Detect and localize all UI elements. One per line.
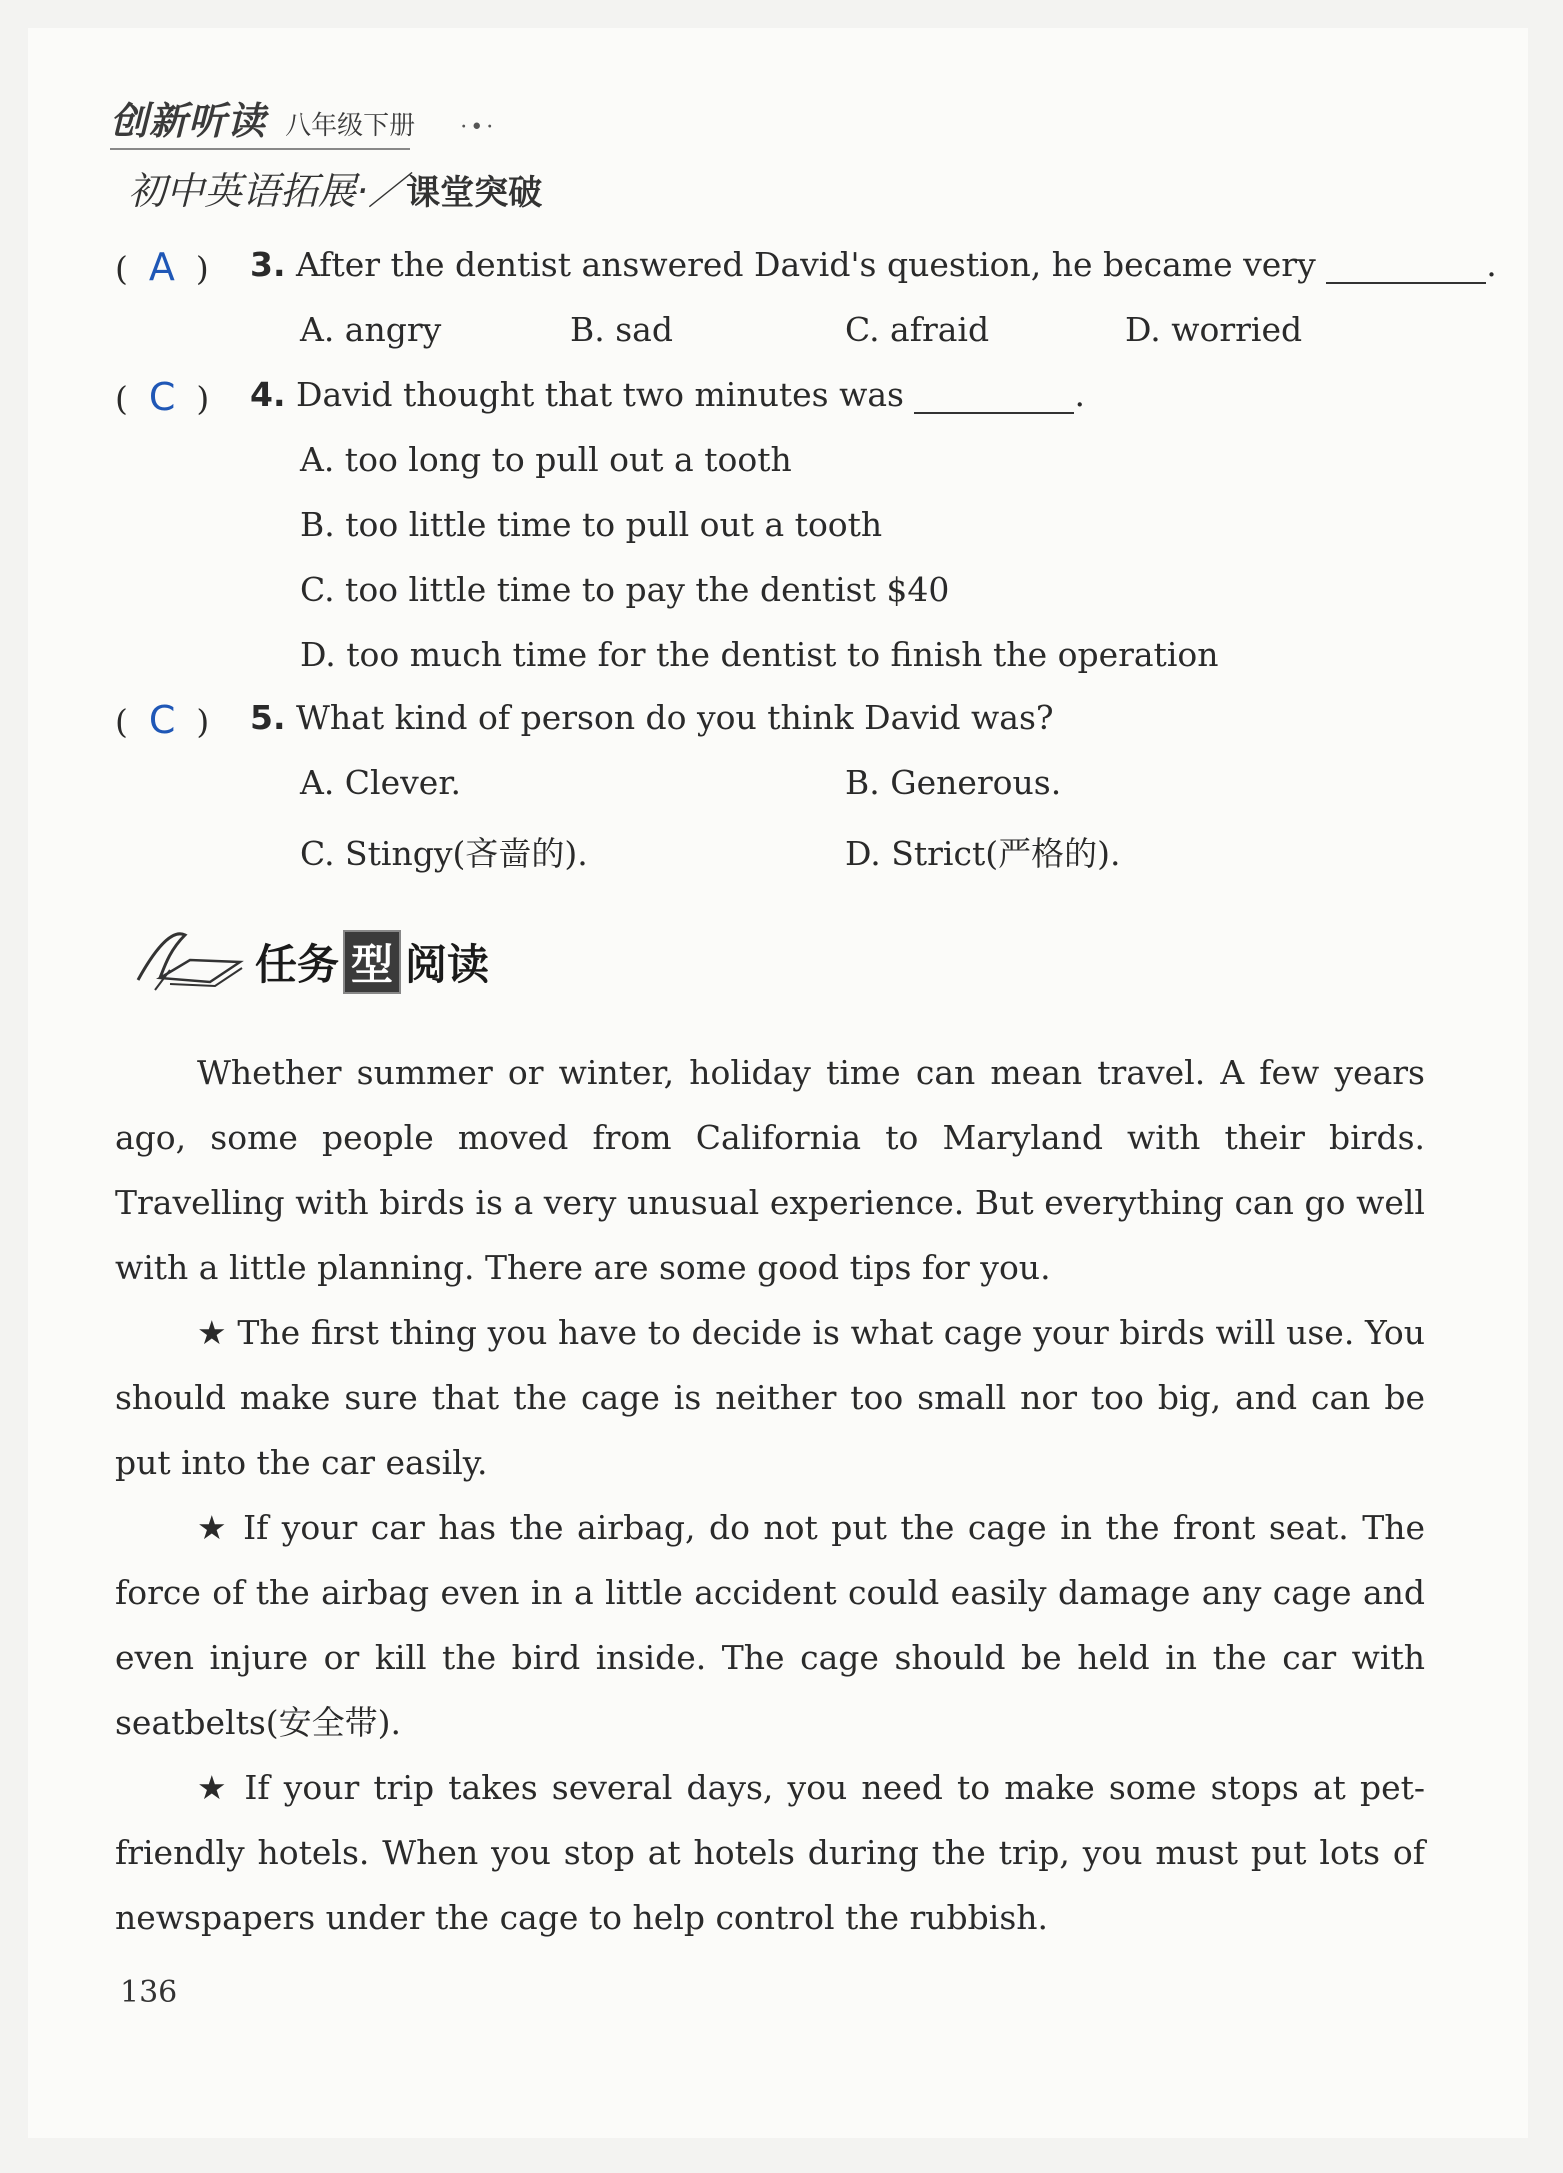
- option: D. Strict(严格的).: [845, 834, 1121, 873]
- section-title-badge: 型: [343, 930, 401, 994]
- star-icon: ★: [197, 1313, 227, 1352]
- option: A. angry: [300, 310, 442, 349]
- answer-bracket: ( A ): [115, 245, 209, 289]
- section-title: [255, 930, 489, 994]
- question-text: What kind of person do you think David was?: [296, 698, 1054, 737]
- answer-mark: A: [148, 245, 175, 289]
- book-subtitle: [128, 160, 542, 215]
- option: D. too much time for the dentist to finish the operation: [300, 635, 1219, 674]
- option: B. too little time to pull out a tooth: [300, 505, 883, 544]
- answer-blank: [1326, 252, 1486, 284]
- option: A. Clever.: [300, 763, 461, 802]
- question-number: 4.: [250, 375, 286, 414]
- answer-mark: C: [148, 698, 176, 742]
- reading-passage: [115, 1040, 1425, 1950]
- answer-bracket: ( C ): [115, 698, 210, 742]
- answer-bracket: ( C ): [115, 375, 210, 419]
- question-number: 3.: [250, 245, 286, 284]
- paragraph: [115, 1300, 1425, 1495]
- answer-mark: C: [148, 375, 176, 419]
- pen-book-icon: [130, 920, 250, 1000]
- paragraph: [115, 1755, 1425, 1950]
- option: D. worried: [1125, 310, 1303, 349]
- question-text: David thought that two minutes was: [296, 375, 904, 414]
- option: B. Generous.: [845, 763, 1062, 802]
- star-icon: ★: [197, 1508, 230, 1547]
- page-number: 136: [120, 1975, 178, 2010]
- option: B. sad: [570, 310, 673, 349]
- question-number: 5.: [250, 698, 286, 737]
- option: C. afraid: [845, 310, 990, 349]
- subtitle-separator: ·／: [356, 169, 407, 213]
- question-stem: [250, 698, 1054, 737]
- header-ornament: ·•·: [460, 115, 497, 140]
- section-title-part: 任务: [255, 940, 340, 989]
- paragraph-text: If your car has the airbag, do not put the cage in the front seat. The force of the airbag even in a little accident could easily damage any cage and even injure or kill the bird inside. The cage should be held in the car with seatbelts(安全带).: [115, 1508, 1425, 1742]
- option: C. too little time to pay the dentist $40: [300, 570, 950, 609]
- paragraph: Whether summer or winter, holiday time can mean travel. A few years ago, some people moved from California to Maryland with their birds. Travelling with birds is a very unusual experience. But everything can go well with a little planning. There are some good tips for you.: [115, 1053, 1425, 1287]
- paragraph: [115, 1495, 1425, 1755]
- subtitle-text: 初中英语拓展: [128, 169, 357, 213]
- answer-blank: [914, 382, 1074, 414]
- subtitle-bold-text: 课堂突破: [406, 173, 543, 213]
- grade-label: 八年级下册: [285, 111, 416, 141]
- question-end-punct: .: [1074, 375, 1085, 414]
- book-header: [110, 90, 496, 145]
- header-divider: [110, 148, 410, 150]
- option: A. too long to pull out a tooth: [300, 440, 792, 479]
- question-stem: [250, 375, 1085, 414]
- section-title-part: 阅读: [405, 940, 490, 989]
- option: C. Stingy(吝啬的).: [300, 834, 588, 873]
- paragraph-text: If your trip takes several days, you need to make some stops at pet-friendly hotels. When you stop at hotels during the trip, you must put lots of newspapers under the cage to help control the rubbish.: [115, 1768, 1426, 1937]
- paragraph-text: The first thing you have to decide is what cage your birds will use. You should make sure that the cage is neither too small nor too big, and can be put into the car easily.: [115, 1313, 1425, 1482]
- question-stem: [250, 245, 1497, 284]
- brand-title: 创新听读: [110, 99, 267, 143]
- question-end-punct: .: [1486, 245, 1497, 284]
- question-text: After the dentist answered David's question, he became very: [296, 245, 1316, 284]
- star-icon: ★: [197, 1768, 231, 1807]
